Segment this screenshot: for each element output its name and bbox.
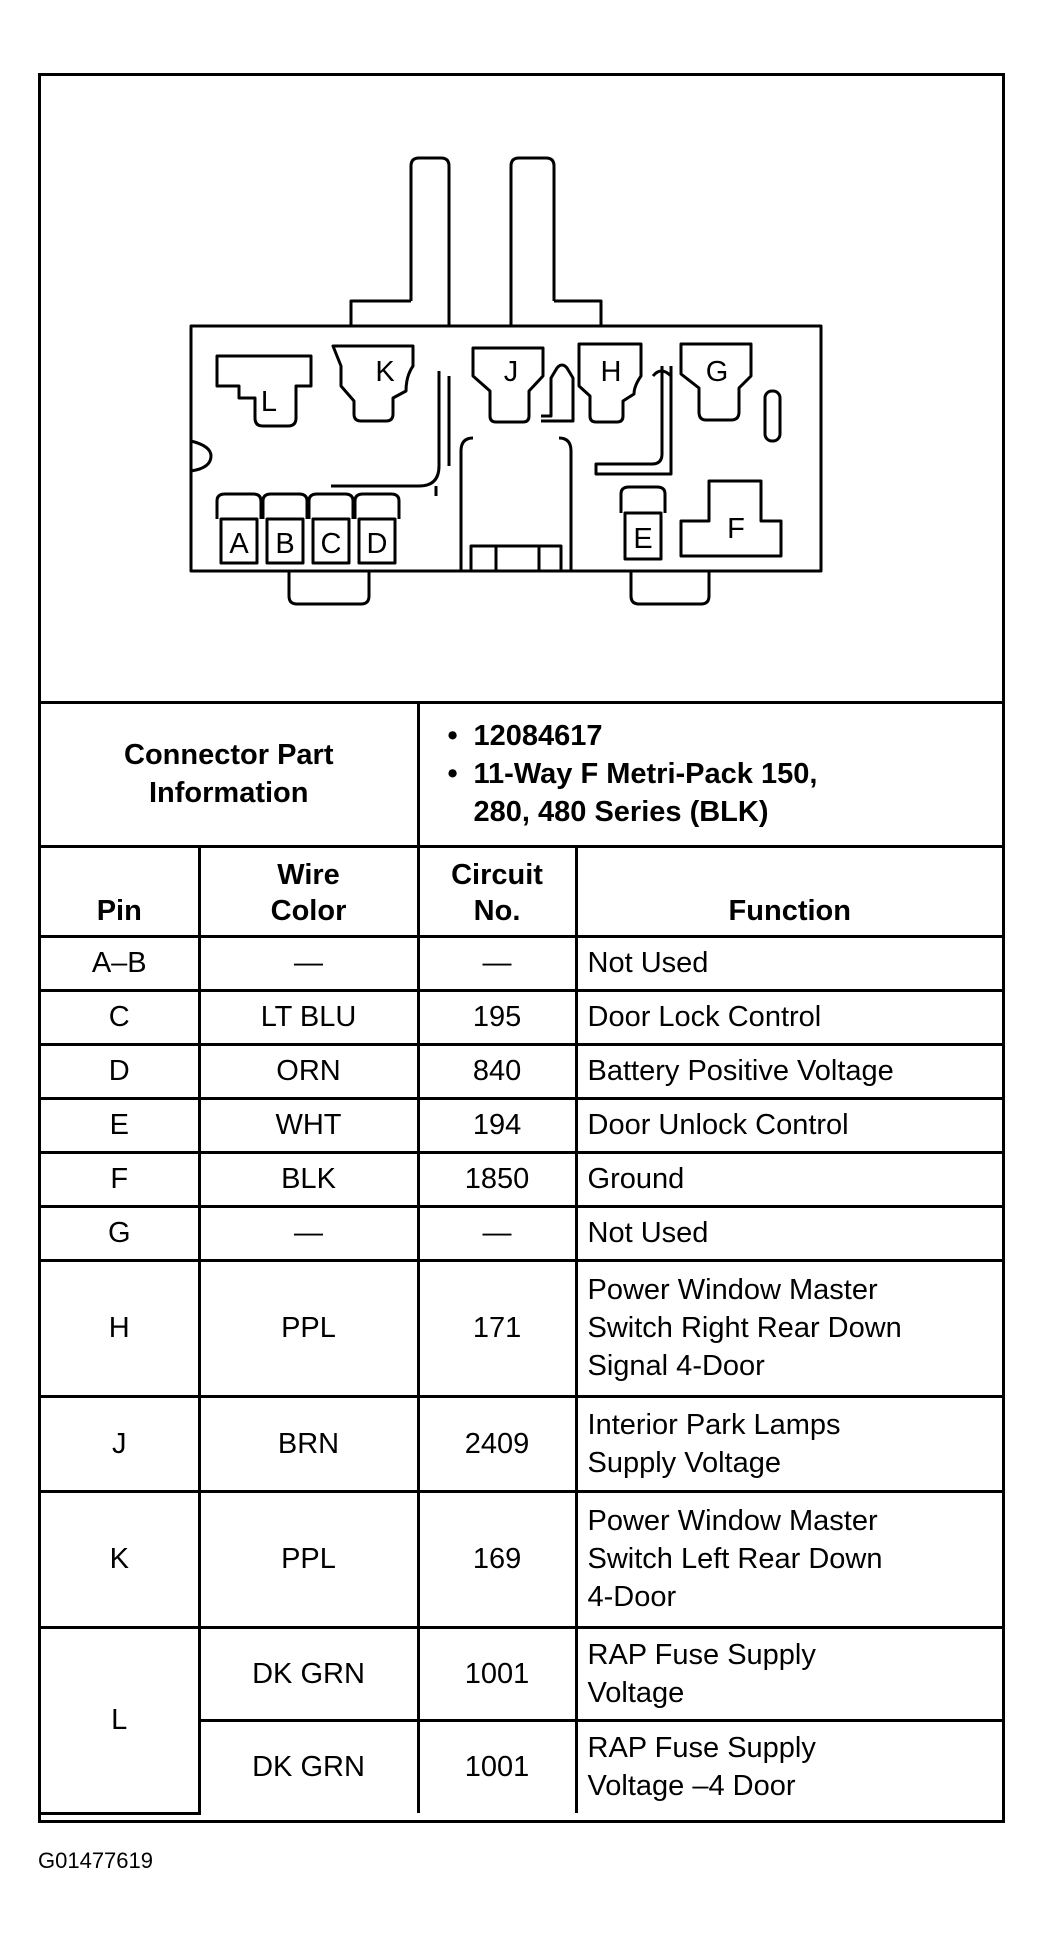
pin-label-J: J [503,356,519,388]
function-line: Power Window Master [587,1505,878,1537]
circuit-cell: 169 [418,1491,576,1627]
wire-color-cell: LT BLU [199,990,418,1044]
function-line: Switch Right Rear Down [587,1312,902,1344]
circuit-cell: 1001 [418,1627,576,1720]
function-line: RAP Fuse Supply [587,1638,816,1671]
circuit-cell: 1850 [418,1152,576,1206]
wire-color-cell: PPL [199,1491,418,1627]
pin-label-H: H [600,356,622,388]
table-row [41,1152,1002,1206]
pin-label-B: B [275,528,295,560]
table-row [41,1098,1002,1152]
wire-color-cell: — [199,936,418,990]
pin-cell: A–B [41,936,199,990]
connector-info-row [41,704,1002,846]
header-function: Function [576,846,1002,936]
wire-color-cell: PPL [199,1260,418,1396]
function-line: Signal 4-Door [587,1350,765,1382]
table-row [41,1044,1002,1098]
pin-cell: J [41,1396,199,1491]
connector-frame [38,73,1005,1823]
pin-cell: E [41,1098,199,1152]
pin-cell: H [41,1260,199,1396]
header-pin: Pin [41,846,199,936]
table-row [41,1396,1002,1491]
figure-id: G01477619 [38,1848,153,1873]
pin-label-K: K [375,356,395,388]
circuit-cell: 1001 [418,1720,576,1813]
connector-info-label-line1: Connector Part [124,739,334,772]
connector-type-line1: 11-Way F Metri-Pack 150, [473,758,818,791]
header-circuit-line2: No. [473,894,521,927]
function-cell: Ground [576,1152,1002,1206]
connector-pinout-table [41,704,1002,1815]
connector-face-diagram [41,76,1002,704]
pin-label-A: A [229,528,249,560]
function-line: Power Window Master [587,1274,878,1306]
table-row [41,1491,1002,1627]
pin-cell: D [41,1044,199,1098]
wire-color-cell: BLK [199,1152,418,1206]
function-cell [576,1491,1002,1627]
table-row [41,1206,1002,1260]
table-row [41,1627,1002,1720]
circuit-cell: 194 [418,1098,576,1152]
table-row [41,936,1002,990]
function-cell [576,1396,1002,1491]
wire-color-cell: ORN [199,1044,418,1098]
function-cell: Not Used [576,1206,1002,1260]
pin-label-G: G [705,356,729,388]
function-cell: Not Used [576,936,1002,990]
function-cell: Door Unlock Control [576,1098,1002,1152]
function-cell: Battery Positive Voltage [576,1044,1002,1098]
circuit-cell: 840 [418,1044,576,1098]
function-cell [576,1260,1002,1396]
pin-label-E: E [633,523,653,555]
connector-type [448,755,993,831]
wire-color-cell: WHT [199,1098,418,1152]
header-wire-color-line2: Color [270,894,347,927]
wire-color-cell: BRN [199,1396,418,1491]
function-line: RAP Fuse Supply [587,1732,816,1765]
pin-cell: K [41,1491,199,1627]
pin-label-C: C [320,528,342,560]
header-circuit-line1: Circuit [451,858,543,891]
connector-info-label-line2: Information [149,777,309,810]
pin-label-D: D [366,528,388,560]
function-line: 4-Door [587,1581,677,1613]
function-line: Switch Left Rear Down [587,1543,883,1575]
function-cell [576,1720,1002,1813]
pin-label-F: F [727,513,745,545]
header-wire-color-line1: Wire [277,858,340,891]
function-line: Interior Park Lamps [587,1408,841,1441]
wire-color-cell: DK GRN [199,1627,418,1720]
function-line: Supply Voltage [587,1446,781,1479]
header-circuit-no [418,846,576,936]
function-line: Voltage –4 Door [587,1770,796,1803]
pin-cell: F [41,1152,199,1206]
table-row [41,1260,1002,1396]
pin-label-L: L [260,386,278,418]
pin-cell: L [41,1627,199,1813]
table-row [41,990,1002,1044]
connector-part-number: • 12084617 [448,717,993,755]
header-row [41,846,1002,936]
wire-color-cell: — [199,1206,418,1260]
pin-cell: G [41,1206,199,1260]
pin-cell: C [41,990,199,1044]
circuit-cell: 195 [418,990,576,1044]
connector-info-label [41,704,418,846]
circuit-cell: — [418,1206,576,1260]
function-cell [576,1627,1002,1720]
header-wire-color [199,846,418,936]
function-line: Voltage [587,1676,685,1709]
connector-face-svg [41,76,1002,701]
circuit-cell: 171 [418,1260,576,1396]
connector-info-values [418,704,1002,846]
connector-type-line2: 280, 480 Series (BLK) [473,796,769,829]
circuit-cell: — [418,936,576,990]
function-cell: Door Lock Control [576,990,1002,1044]
wire-color-cell: DK GRN [199,1720,418,1813]
circuit-cell: 2409 [418,1396,576,1491]
